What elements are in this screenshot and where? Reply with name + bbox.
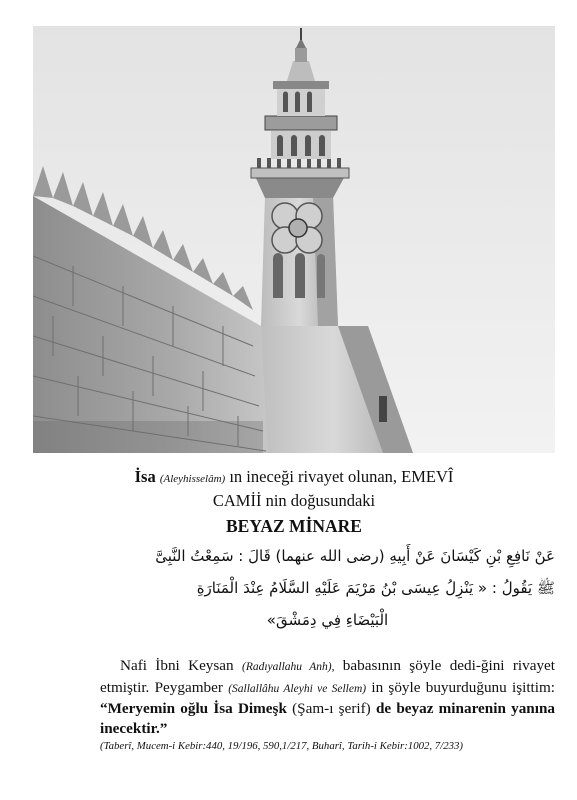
minaret-photo-icon	[33, 26, 555, 453]
honorific-1: (Radıyallahu Anh),	[241, 661, 335, 673]
arabic-hadith	[100, 540, 555, 636]
caption-line-1-text: ın ineceği rivayet olunan, EMEVÎ	[229, 467, 454, 486]
caption-honorific: (Aleyhisselâm)	[159, 473, 226, 485]
arabic-line-1: عَنْ نَافِعِ بْنِ كَيْسَانَ عَنْ أَبِيهِ (رضى الله عنهما) قَالَ : سَمِعْتُ النَّبِىَّ	[155, 547, 555, 565]
quote-bold-1: “Meryemin oğlu İsa Dimeşk	[100, 700, 287, 717]
caption-line-2: CAMİİ nin doğusundaki	[212, 491, 376, 510]
arabic-line-3: الْبَيْضَاءِ فِي دِمَشْقَ»	[266, 611, 389, 629]
body-text-2: babasının şöyle dedi-ğini rivayet etmiştir. Peygamber	[100, 657, 556, 696]
caption-name: İsa	[134, 467, 156, 486]
caption-line-1	[33, 466, 555, 490]
body-text-3: in şöyle buyurduğunu işittim:	[371, 678, 556, 696]
quote-plain: (Şam-ı şerif)	[292, 700, 371, 717]
quote-bold-2: de beyaz minarenin yanına inecektir.”	[100, 700, 555, 737]
caption-title: BEYAZ MİNARE	[226, 516, 362, 536]
translation-paragraph	[100, 656, 555, 755]
minaret-photo	[33, 26, 555, 453]
arabic-line-2: ﷺ يَقُولُ : « يَنْزِلُ عِيسَى بْنُ مَرْيَمَ عَلَيْهِ السَّلَامُ عِنْدَ الْمَنَارَةِ	[196, 579, 555, 597]
source-citation: (Taberî, Mucem-i Kebir:440, 19/196, 590,1/217, Buharî, Tarih-i Kebir:1002, 7/233)	[100, 740, 463, 752]
narrator-name: Nafi İbni Keysan	[120, 657, 234, 674]
photo-caption	[33, 466, 555, 537]
honorific-2: (Sallallâhu Aleyhi ve Sellem)	[228, 682, 367, 695]
